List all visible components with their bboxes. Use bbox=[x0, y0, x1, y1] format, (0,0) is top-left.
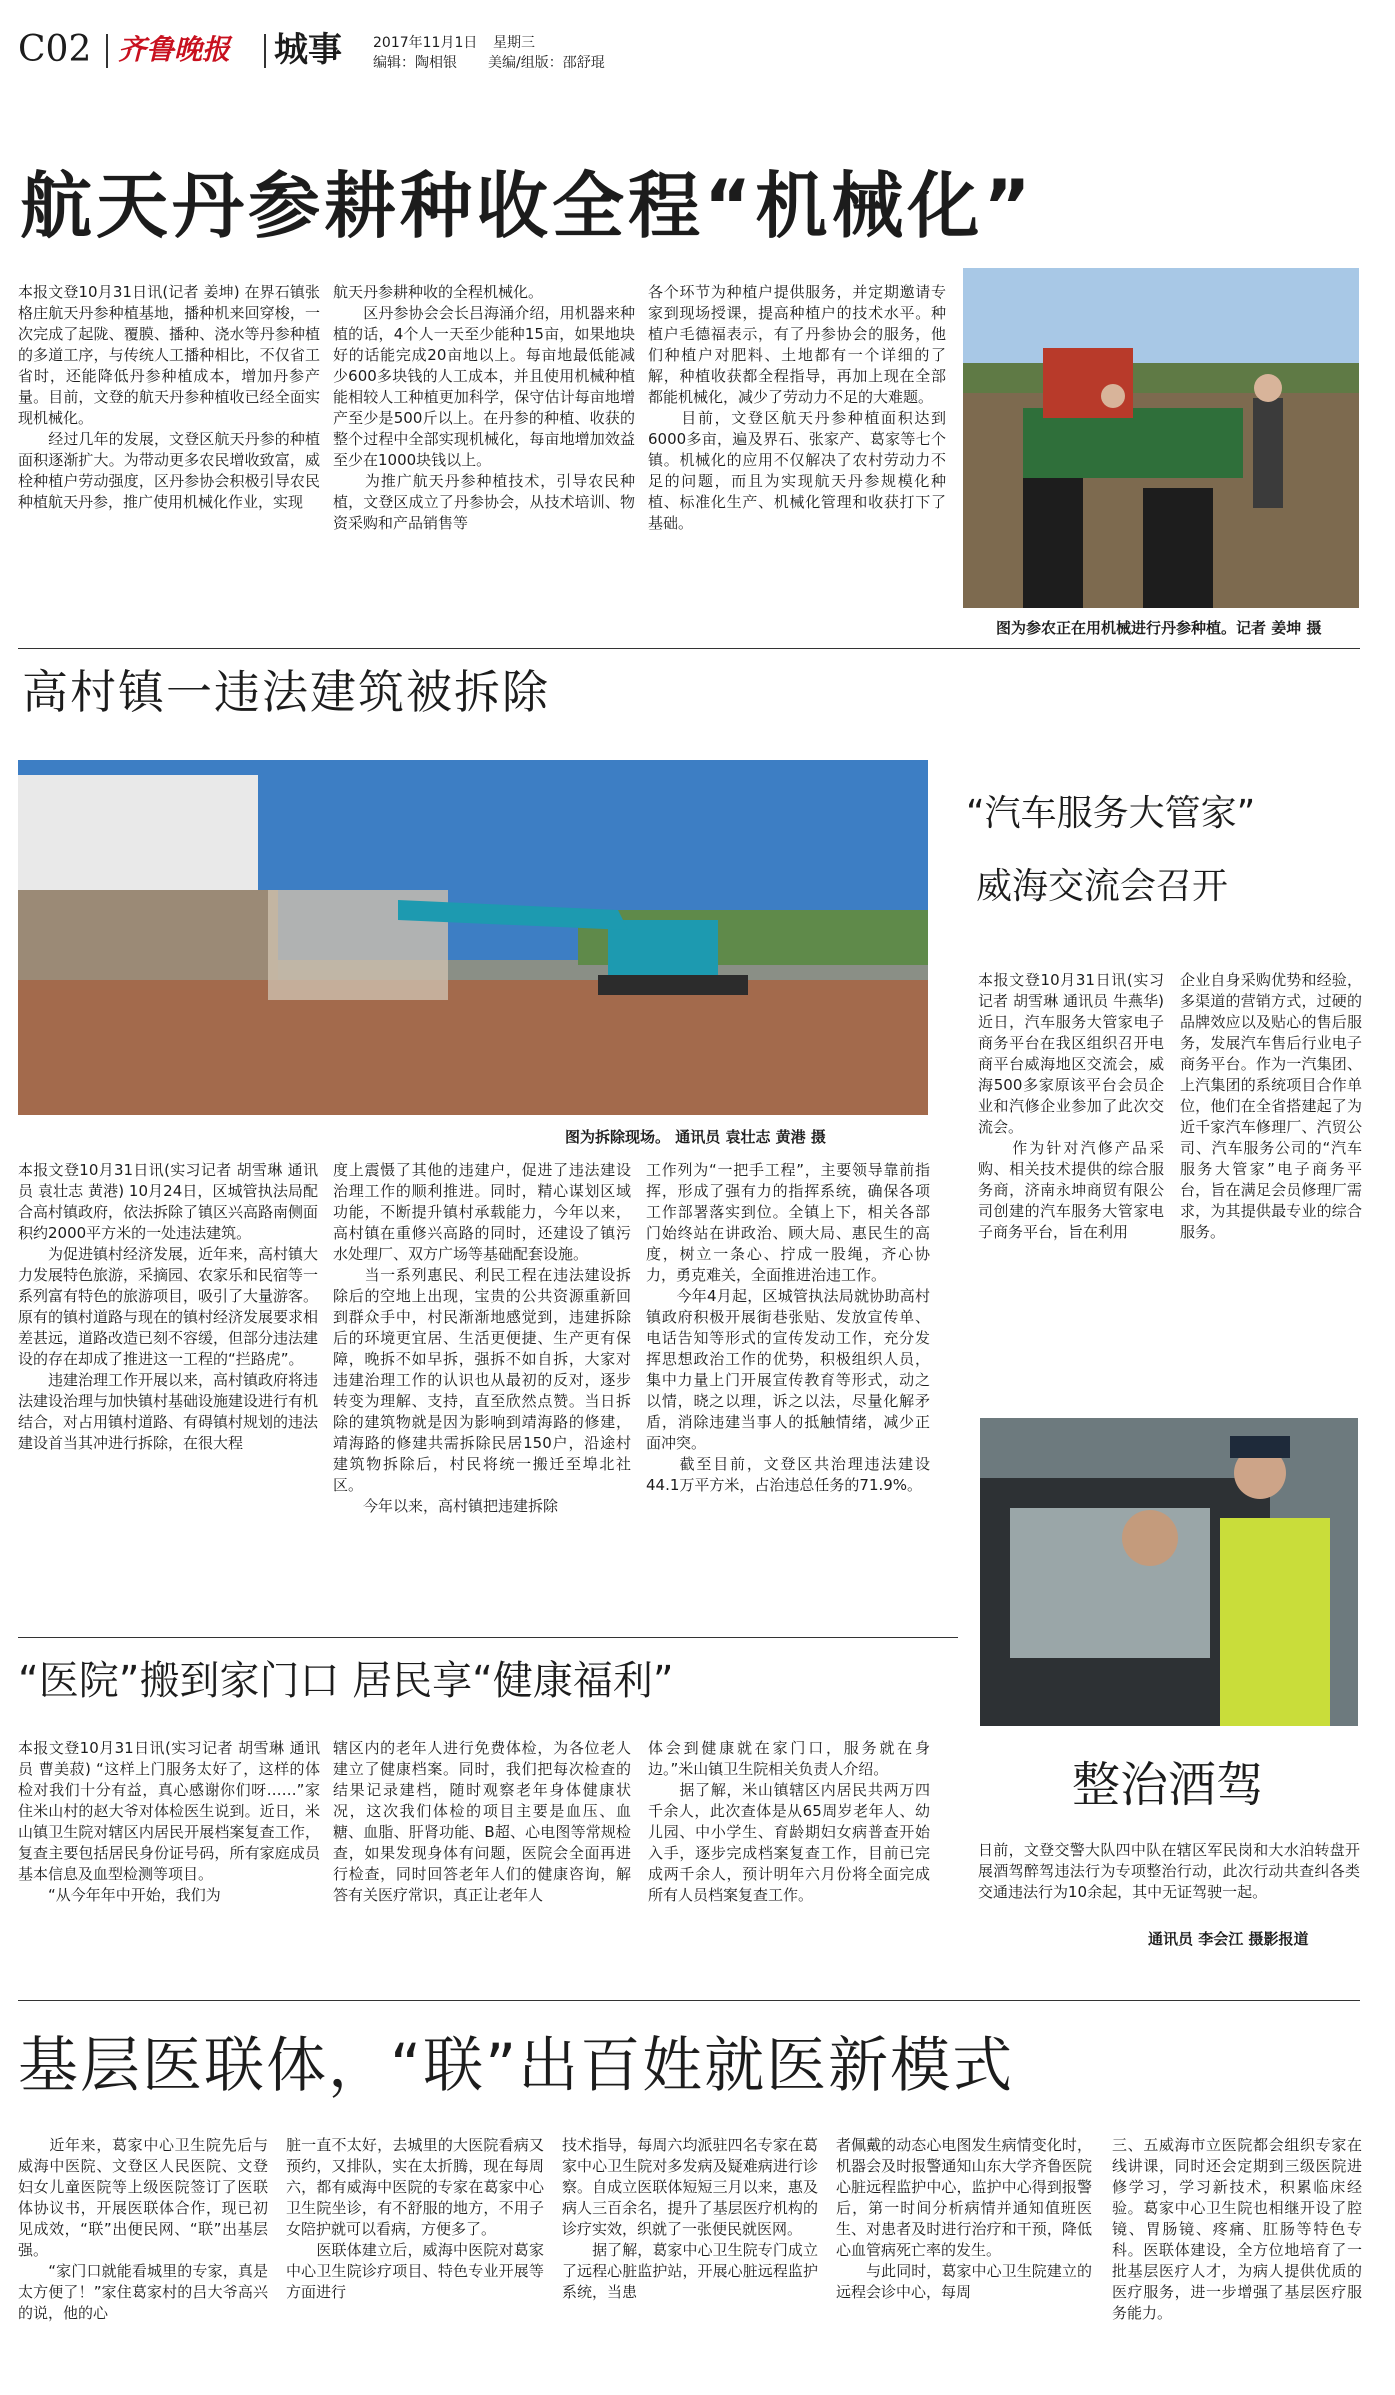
divider-bar bbox=[106, 34, 108, 68]
article3-headline-line2: 威海交流会召开 bbox=[976, 866, 1229, 907]
designer-credit: 美编/组版：邵舒琨 bbox=[488, 55, 605, 71]
article2-col3: 工作列为“一把手工程”，主要领导靠前指挥，形成了强有力的指挥系统，确保各项工作部署落实到位。全镇上下，相关各部门始终站在讲政治、顾大局、惠民生的高度，树立一条心、拧成一股绳，齐心协力，勇克难关，全面推进治违工作。 今年4月起，区城管执法局就协助高村镇政府积极开展街巷张贴、发放宣传单、电话告知等形式的宣传发动工作，充分发挥思想政治工作的优势，积极组织人员，集中力量上门开展宣传教育等形式，动之以情，晓之以理，诉之以法，尽量化解矛盾，消除违建当事人的抵触情绪，减少正面冲突。 截至目前，文登区共治理违法建设44.1万平方米，占治违总任务的71.9%。 bbox=[646, 1161, 930, 1494]
photo-police-check bbox=[980, 1418, 1358, 1726]
article2-col1: 本报文登10月31日讯(实习记者 胡雪琳 通讯员 袁壮志 黄港) 10月24日，区城管执法局配合高村镇政府，依法拆除了镇区兴高路南侧面积约2000平方米的一处违法建筑。 为促进镇村经济发展，近年来，高村镇大力发展特色旅游，采摘园、农家乐和民宿等一系列富有特色的旅游项目，吸引了大量游客。原有的镇村道路与现在的镇村经济发展要求相差甚远，道路改造已刻不容缓，但部分违法建设的存在却成了推进这一工程的“拦路虎”。 违建治理工作开展以来，高村镇政府将违法建设治理与加快镇村基础设施建设进行有机结合，对占用镇村道路、有碍镇村规划的违法建设首当其冲进行拆除，在很大程 bbox=[18, 1161, 319, 1452]
issue-date: 2017年11月1日 bbox=[373, 35, 478, 51]
article1-col2: 航天丹参耕种收的全程机械化。 区丹参协会会长吕海涌介绍，用机器来种植的话，4个人一天至少能种15亩，如果地块好的话能完成20亩地以上。每亩地最低能减少600多块钱的人工成本，并且使用机械种植能相较人工种植更加科学，保守估计每亩地增产至少是500斤以上。在丹参的种植、收获的整个过程中全部实现机械化，每亩地增加效益至少在1000块钱以上。 为推广航天丹参种植技术，引导农民种植，文登区成立了丹参协会，从技术培训、物资采购和产品销售等 bbox=[333, 283, 635, 532]
article2-col2: 度上震慑了其他的违建户，促进了违法建设治理工作的顺利推进。同时，精心谋划区域功能，不断提升镇村承载能力，今年以来，高村镇在重修兴高路的同时，还建设了镇污水处理厂、双方广场等基础配套设施。 当一系列惠民、利民工程在违法建设拆除后的空地上出现，宝贵的公共资源重新回到群众手中，村民渐渐地感觉到，违建拆除后的环境更宜居、生活更便捷、生产更有保障，晚拆不如早拆，强拆不如自拆，大家对违建治理工作的认识也从最初的反对，逐步转变为理解、支持，直至欣然点赞。当日拆除的建筑物就是因为影响到靖海路的修建，靖海路的修建共需拆除民居150户，沿途村建筑物拆除后，村民将统一搬迁至埠北社区。 今年以来，高村镇把违建拆除 bbox=[333, 1161, 631, 1515]
section-title: 城事 bbox=[274, 30, 342, 70]
paper-logo: 齐鲁晚报 bbox=[118, 33, 231, 66]
divider-bar-2 bbox=[264, 34, 266, 68]
article3-col2: 企业自身采购优势和经验，多渠道的营销方式，过硬的品牌效应以及贴心的售后服务，发展汽车售后行业电子商务平台。作为一汽集团、上汽集团的系统项目合作单位，他们在全省搭建起了为近千家汽车修理厂、汽贸公司、汽车服务公司的“汽车服务大管家”电子商务平台，旨在满足会员修理厂需求，为其提供最专业的综合服务。 bbox=[1180, 971, 1362, 1241]
article4-photo bbox=[980, 1418, 1358, 1726]
rule-1 bbox=[18, 648, 1360, 649]
article2-headline: 高村镇一违法建筑被拆除 bbox=[22, 665, 550, 719]
article1-photo bbox=[963, 268, 1359, 608]
article4-body: 日前，文登交警大队四中队在辖区军民岗和大水泊转盘开展酒驾醉驾违法行为专项整治行动，此次行动共查纠各类交通违法行为10余起，其中无证驾驶一起。 bbox=[978, 1841, 1360, 1901]
issue-weekday: 星期三 bbox=[493, 35, 535, 51]
article6-col5: 三、五威海市立医院都会组织专家在线讲课，同时还会定期到三级医院进修学习，学习新技术，积累临床经验。葛家中心卫生院也相继开设了腔镜、胃肠镜、疼痛、肛肠等特色专科。医联体建设，全方位地培育了一批基层医疗人才，为病人提供优质的医疗服务，进一步增强了基层医疗服务能力。 bbox=[1112, 2136, 1362, 2322]
article5-col2: 辖区内的老年人进行免费体检，为各位老人建立了健康档案。同时，我们把每次检查的结果记录建档，随时观察老年身体健康状况，这次我们体检的项目主要是血压、血糖、血脂、肝肾功能、B超、心电图等常规检查，如果发现身体有问题，医院会全面再进行检查，同时回答老年人们的健康咨询，解答有关医疗常识，真正让老年人 bbox=[333, 1739, 631, 1904]
article6-col2: 脏一直不太好，去城里的大医院看病又预约，又排队，实在太折腾，现在每周六，都有威海中医院的专家在葛家中心卫生院坐诊，有不舒服的地方，不用子女陪护就可以看病，方便多了。 医联体建立后，威海中医院对葛家中心卫生院诊疗项目、特色专业开展等方面进行 bbox=[286, 2136, 544, 2301]
article5-col1: 本报文登10月31日讯(实习记者 胡雪琳 通讯员 曹美菽) “这样上门服务太好了，这样的体检对我们十分有益，真心感谢你们呀……”家住米山村的赵大爷对体检医生说到。近日，米山镇卫生院对辖区内居民开展档案复查工作，复查主要包括居民身份证号码，所有家庭成员基本信息及血型检测等项目。 “从今年年中开始，我们为 bbox=[18, 1739, 320, 1904]
article6-col3: 技术指导，每周六均派驻四名专家在葛家中心卫生院对多发病及疑难病进行诊察。自成立医联体短短三月以来，惠及病人三百余名，提升了基层医疗机构的诊疗实效，织就了一张便民就医网。 据了解，葛家中心卫生院专门成立了远程心脏监护站，开展心脏远程监护系统，当患 bbox=[562, 2136, 818, 2301]
article6-col1: 近年来，葛家中心卫生院先后与威海中医院、文登区人民医院、文登妇女儿童医院等上级医院签订了医联体协议书，开展医联体合作，现已初见成效，“联”出便民网、“联”出基层强。 “家门口就能看城里的专家，真是太方便了！”家住葛家村的吕大爷高兴的说，他的心 bbox=[18, 2136, 268, 2322]
photo-demolition bbox=[18, 760, 928, 1115]
article5-headline: “医院”搬到家门口 居民享“健康福利” bbox=[18, 1658, 674, 1704]
article1-headline: 航天丹参耕种收全程“机械化” bbox=[20, 164, 1035, 248]
article5-col3: 体会到健康就在家门口，服务就在身边。”米山镇卫生院相关负责人介绍。 据了解，米山镇辖区内居民共两万四千余人，此次查体是从65周岁老年人、幼儿园、中小学生、育龄期妇女病普查开始入手，逐步完成档案复查工作，目前已完成两千余人，预计明年六月份将全面完成所有人员档案复查工作。 bbox=[648, 1739, 930, 1904]
article1-col3: 各个环节为种植户提供服务，并定期邀请专家到现场授课，提高种植户的技术水平。种植户毛德福表示，有了丹参协会的服务，他们种植户对肥料、土地都有一个详细的了解，种植收获都全程指导，再加上现在全部都能机械化，减少了劳动力不足的大难题。 目前，文登区航天丹参种植面积达到6000多亩，遍及界石、张家产、葛家等七个镇。机械化的应用不仅解决了农村劳动力不足的问题，而且为实现航天丹参规模化种植、标准化生产、机械化管理和收获打下了基础。 bbox=[648, 283, 946, 532]
article3-headline-line1: “汽车服务大管家” bbox=[966, 793, 1256, 834]
article6-col4: 者佩戴的动态心电图发生病情变化时，机器会及时报警通知山东大学齐鲁医院心脏远程监护中心，监护中心得到报警后，第一时间分析病情并通知值班医生、对患者及时进行治疗和干预，降低心血管病死亡率的发生。 与此同时，葛家中心卫生院建立的远程会诊中心，每周 bbox=[836, 2136, 1092, 2301]
masthead bbox=[18, 28, 1378, 74]
editor-credit: 编辑：陶相银 bbox=[373, 55, 457, 71]
article4-credit: 通讯员 李会江 摄影报道 bbox=[1148, 1930, 1309, 1948]
photo-field-machine bbox=[963, 268, 1359, 608]
rule-2 bbox=[18, 1637, 958, 1638]
article1-col1: 本报文登10月31日讯(记者 姜坤) 在界石镇张格庄航天丹参种植基地，播种机来回穿梭，一次完成了起陇、覆膜、播种、浇水等丹参种植的多道工序，与传统人工播种相比，不仅省工省时，还能降低丹参种植成本，增加丹参产量。目前，文登的航天丹参种植收已经全面实现机械化。 经过几年的发展，文登区航天丹参的种植面积逐渐扩大。为带动更多农民增收致富，威栓种植户劳动强度，区丹参协会积极引导农民种植航天丹参，推广使用机械化作业，实现 bbox=[18, 283, 320, 511]
rule-3 bbox=[18, 2000, 1360, 2001]
article4-headline: 整治酒驾 bbox=[1072, 1757, 1265, 1813]
article2-photo-caption: 图为拆除现场。 通讯员 袁壮志 黄港 摄 bbox=[565, 1128, 826, 1146]
article6-headline: 基层医联体，“联”出百姓就医新模式 bbox=[18, 2031, 1015, 2101]
article3-col1: 本报文登10月31日讯(实习记者 胡雪琳 通讯员 牛燕华) 近日，汽车服务大管家电子商务平台在我区组织召开电商平台威海地区交流会，威海500多家原该平台会员企业和汽修企业参加了此次交流会。 作为针对汽修产品采购、相关技术提供的综合服务商，济南永坤商贸有限公司创建的汽车服务大管家电子商务平台，旨在利用 bbox=[978, 971, 1164, 1241]
page-number: C02 bbox=[18, 29, 92, 70]
article2-photo bbox=[18, 760, 928, 1115]
article1-photo-caption: 图为参农正在用机械进行丹参种植。记者 姜坤 摄 bbox=[996, 619, 1322, 637]
